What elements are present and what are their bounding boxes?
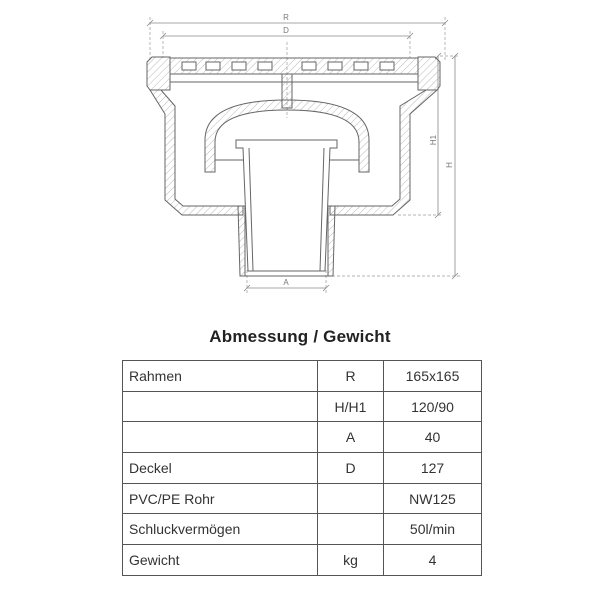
grate-slot xyxy=(182,62,196,70)
row-symbol: H/H1 xyxy=(318,391,384,422)
center-stem xyxy=(282,74,292,108)
row-value: NW125 xyxy=(384,483,482,514)
dimension-label-r: R xyxy=(283,13,289,22)
grate-slot xyxy=(328,62,342,70)
grate-slot xyxy=(232,62,246,70)
dimension-label-d: D xyxy=(283,26,289,35)
grate-slot xyxy=(206,62,220,70)
row-label: Rahmen xyxy=(123,361,318,392)
table-row xyxy=(123,361,482,392)
row-symbol xyxy=(318,483,384,514)
row-label: Gewicht xyxy=(123,545,318,576)
row-label: PVC/PE Rohr xyxy=(123,483,318,514)
row-value: 4 xyxy=(384,545,482,576)
row-value: 50l/min xyxy=(384,514,482,545)
row-label xyxy=(123,391,318,422)
table-row xyxy=(123,545,482,576)
table-row xyxy=(123,391,482,422)
outlet-wall-right xyxy=(328,206,335,276)
row-value: 165x165 xyxy=(384,361,482,392)
grate-slot xyxy=(302,62,316,70)
table-row xyxy=(123,453,482,484)
dimension-label-h: H xyxy=(445,162,454,168)
grate-slot xyxy=(354,62,368,70)
row-symbol xyxy=(318,514,384,545)
row-symbol: A xyxy=(318,422,384,453)
table-row xyxy=(123,514,482,545)
row-value: 40 xyxy=(384,422,482,453)
dimensions-table xyxy=(122,360,482,576)
table-row xyxy=(123,483,482,514)
row-symbol: R xyxy=(318,361,384,392)
row-label: Schluckvermögen xyxy=(123,514,318,545)
frame-right xyxy=(418,57,440,90)
dimension-label-a: A xyxy=(283,278,289,287)
table-title: Abmessung / Gewicht xyxy=(209,327,391,346)
row-value: 127 xyxy=(384,453,482,484)
row-label: Deckel xyxy=(123,453,318,484)
row-value: 120/90 xyxy=(384,391,482,422)
row-label xyxy=(123,422,318,453)
grate-slot xyxy=(380,62,394,70)
row-symbol: kg xyxy=(318,545,384,576)
outlet-wall-left xyxy=(238,206,245,276)
table-row xyxy=(123,422,482,453)
drain-section xyxy=(147,57,440,276)
row-symbol: D xyxy=(318,453,384,484)
frame-left xyxy=(147,57,170,90)
grate-slot xyxy=(258,62,272,70)
dimension-label-h1: H1 xyxy=(429,134,438,146)
